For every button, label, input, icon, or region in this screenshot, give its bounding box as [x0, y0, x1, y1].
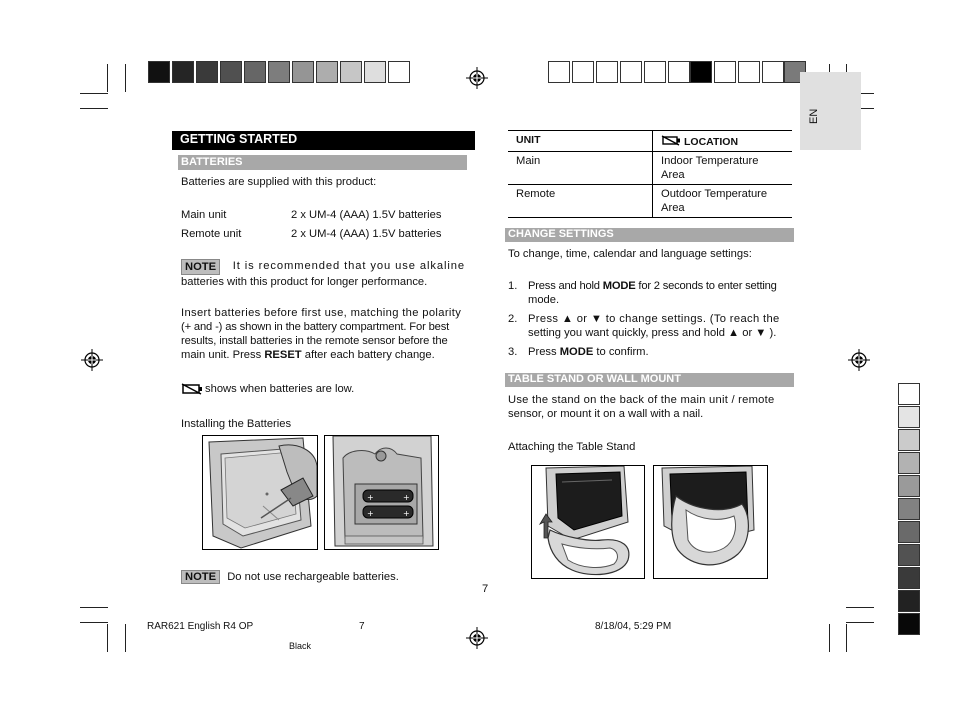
note-badge: NOTE	[181, 259, 220, 275]
note-alkaline	[181, 259, 465, 289]
footer-date: 8/18/04, 5:29 PM	[595, 621, 672, 632]
stand-attach-illustration-2	[653, 465, 768, 579]
low-battery-line	[181, 382, 354, 396]
table-stand-paragraph: Use the stand on the back of the main unit / remote sensor, or mount it on a wall with a nail.	[508, 394, 775, 420]
table-header-location: LOCATION	[653, 131, 793, 152]
battery-compartment-drawing	[325, 436, 439, 550]
battery-row-main	[181, 208, 471, 222]
list-item: 1. Press and hold MODE for 2 seconds to enter setting mode.	[508, 280, 777, 306]
registration-mark-icon	[466, 627, 488, 649]
batteries-intro: Batteries are supplied with this product:	[181, 176, 377, 188]
footer-page: 7	[359, 621, 365, 632]
change-settings-intro: To change, time, calendar and language settings:	[508, 248, 752, 260]
mode-keyword: MODE	[559, 346, 594, 358]
stand-attach-illustration-1	[531, 465, 645, 579]
battery-low-icon	[661, 135, 681, 146]
table-row	[508, 185, 792, 218]
battery-row-type: 2 x UM-4 (AAA) 1.5V batteries	[291, 228, 442, 240]
note-text-line2: batteries with this product for longer performance.	[181, 276, 428, 288]
registration-mark-icon	[81, 349, 103, 371]
language-tab	[800, 72, 861, 150]
triangle-up-icon: ▲	[728, 327, 740, 339]
table-cell-location: Outdoor Temperature	[661, 188, 768, 200]
svg-text:+: +	[367, 509, 374, 518]
note-text-line1: It is recommended that you use alkaline	[232, 260, 465, 272]
table-cell-location: Indoor Temperature	[661, 155, 759, 167]
table-cell-location: Area	[661, 202, 685, 214]
triangle-down-icon: ▼	[590, 313, 603, 325]
footer-plate: Black	[289, 641, 312, 651]
list-item: 2. Press ▲ or ▼ to change settings. (To reach the setting you want quickly, press and hold ▲ or ▼ ).	[508, 313, 780, 339]
table-header-unit: UNIT	[508, 131, 653, 152]
section-title-getting-started: GETTING STARTED	[172, 131, 475, 150]
battery-compartment-illustration	[324, 435, 439, 550]
list-item: 3. Press MODE to confirm.	[508, 346, 649, 358]
table-cell-unit: Remote	[516, 188, 556, 200]
battery-row-unit: Main unit	[181, 209, 227, 221]
footer-file-name: RAR621 English R4 OP	[147, 621, 254, 632]
svg-text:+: +	[403, 493, 410, 502]
page-number: 7	[482, 583, 489, 595]
subsection-title-batteries: BATTERIES	[178, 155, 467, 170]
battery-door-illustration	[202, 435, 318, 550]
table-cell-unit: Main	[516, 155, 541, 167]
table-row	[508, 152, 792, 185]
battery-low-icon	[181, 383, 203, 395]
battery-row-unit: Remote unit	[181, 228, 242, 240]
reset-keyword: RESET	[264, 349, 302, 361]
mode-keyword: MODE	[602, 280, 636, 292]
registration-mark-icon	[848, 349, 870, 371]
attaching-stand-title: Attaching the Table Stand	[508, 441, 636, 453]
svg-text:+: +	[403, 509, 410, 518]
note-rechargeable	[181, 570, 399, 584]
installing-batteries-title: Installing the Batteries	[181, 418, 292, 430]
svg-text:+: +	[367, 493, 374, 502]
table-cell-location: Area	[661, 169, 685, 181]
subsection-title-change-settings: CHANGE SETTINGS	[505, 228, 794, 242]
battery-row-type: 2 x UM-4 (AAA) 1.5V batteries	[291, 209, 442, 221]
language-tab-label: EN	[808, 108, 820, 124]
location-table	[508, 130, 792, 218]
change-settings-steps	[508, 279, 792, 364]
stand-attach-drawing-1	[532, 466, 645, 579]
stand-attach-drawing-2	[654, 466, 768, 579]
battery-door-drawing	[203, 436, 318, 550]
note-text: Do not use rechargeable batteries.	[227, 571, 399, 583]
subsection-title-table-stand: TABLE STAND OR WALL MOUNT	[505, 373, 794, 387]
low-battery-text: shows when batteries are low.	[205, 383, 355, 395]
registration-mark-icon	[466, 67, 488, 89]
triangle-up-icon: ▲	[561, 313, 574, 325]
note-badge: NOTE	[181, 570, 220, 584]
table-header-row	[508, 131, 792, 152]
insert-batteries-paragraph: Insert batteries before first use, matching the polarity (+ and -) as shown in the battery compartment. For best results, install batteries in the remote sensor before the main unit. Press RESET after each battery change.	[181, 307, 462, 361]
battery-row-remote	[181, 227, 471, 241]
triangle-down-icon: ▼	[755, 327, 767, 339]
